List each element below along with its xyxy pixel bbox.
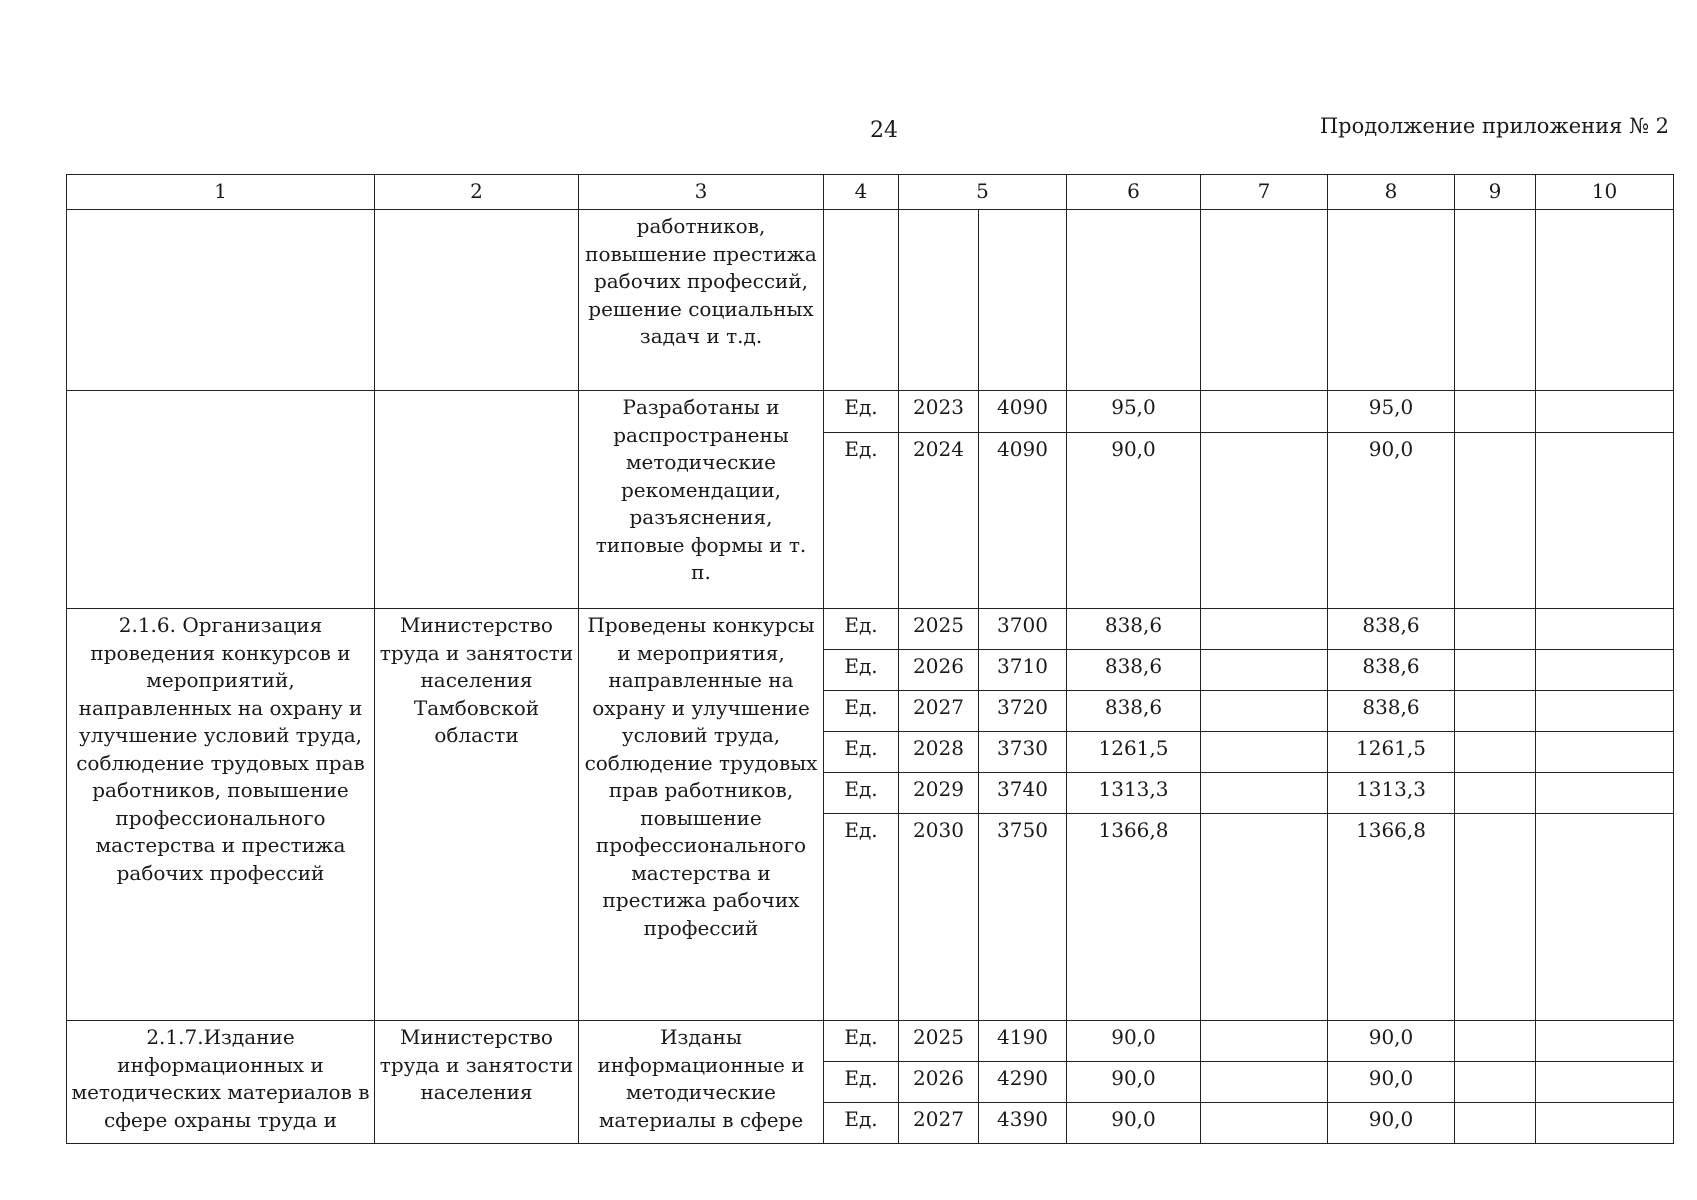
- executor-cell: [375, 210, 579, 391]
- table-row: [67, 391, 1674, 433]
- unit-cell: Ед.: [824, 773, 899, 814]
- unit-cell: Ед.: [824, 1062, 899, 1103]
- col7-cell: [1201, 1103, 1328, 1144]
- total-cell: [1067, 210, 1201, 391]
- table-row: [67, 609, 1674, 650]
- col7-cell: [1201, 210, 1328, 391]
- code-cell: 4090: [979, 391, 1067, 433]
- total-cell: 1313,3: [1067, 773, 1201, 814]
- col7-cell: [1201, 1021, 1328, 1062]
- header-cell: 1: [67, 175, 375, 210]
- total-cell: 838,6: [1067, 691, 1201, 732]
- year-cell: 2028: [899, 732, 979, 773]
- executor-cell: [375, 391, 579, 609]
- total-cell: 90,0: [1067, 1021, 1201, 1062]
- header-cell: 2: [375, 175, 579, 210]
- col9-cell: [1455, 773, 1536, 814]
- col8-cell: 90,0: [1328, 1103, 1455, 1144]
- col10-cell: [1536, 814, 1674, 1021]
- col10-cell: [1536, 1103, 1674, 1144]
- col8-cell: 838,6: [1328, 609, 1455, 650]
- col7-cell: [1201, 1062, 1328, 1103]
- code-cell: 4190: [979, 1021, 1067, 1062]
- total-cell: 1261,5: [1067, 732, 1201, 773]
- year-cell: 2026: [899, 1062, 979, 1103]
- year-cell: 2024: [899, 433, 979, 609]
- col7-cell: [1201, 691, 1328, 732]
- header-cell: 6: [1067, 175, 1201, 210]
- year-cell: 2030: [899, 814, 979, 1021]
- col8-cell: 90,0: [1328, 1062, 1455, 1103]
- unit-cell: Ед.: [824, 433, 899, 609]
- table-row: [67, 210, 1674, 391]
- col8-cell: 1366,8: [1328, 814, 1455, 1021]
- result-cell: Проведены конкурсы и мероприятия, направленные на охрану и улучшение условий труда, соблюдение трудовых прав работников, повышение профессионального мастерства и престижа рабочих профессий: [579, 609, 824, 1021]
- unit-cell: Ед.: [824, 1103, 899, 1144]
- code-cell: 3700: [979, 609, 1067, 650]
- year-cell: [899, 210, 979, 391]
- total-cell: 1366,8: [1067, 814, 1201, 1021]
- unit-cell: Ед.: [824, 650, 899, 691]
- year-cell: 2027: [899, 691, 979, 732]
- col10-cell: [1536, 210, 1674, 391]
- page-number: 24: [870, 118, 898, 143]
- col10-cell: [1536, 773, 1674, 814]
- executor-cell: Министерство труда и занятости населения Тамбовской области: [375, 609, 579, 1021]
- col9-cell: [1455, 814, 1536, 1021]
- col10-cell: [1536, 1021, 1674, 1062]
- year-cell: 2025: [899, 1021, 979, 1062]
- code-cell: 3750: [979, 814, 1067, 1021]
- year-cell: 2025: [899, 609, 979, 650]
- col10-cell: [1536, 691, 1674, 732]
- code-cell: 3740: [979, 773, 1067, 814]
- unit-cell: Ед.: [824, 732, 899, 773]
- unit-cell: [824, 210, 899, 391]
- col9-cell: [1455, 1103, 1536, 1144]
- col9-cell: [1455, 1021, 1536, 1062]
- col7-cell: [1201, 609, 1328, 650]
- header-cell: 4: [824, 175, 899, 210]
- col8-cell: 838,6: [1328, 650, 1455, 691]
- code-cell: [979, 210, 1067, 391]
- col8-cell: 1313,3: [1328, 773, 1455, 814]
- total-cell: 95,0: [1067, 391, 1201, 433]
- col7-cell: [1201, 391, 1328, 433]
- col8-cell: [1328, 210, 1455, 391]
- col9-cell: [1455, 1062, 1536, 1103]
- col7-cell: [1201, 650, 1328, 691]
- unit-cell: Ед.: [824, 391, 899, 433]
- col9-cell: [1455, 732, 1536, 773]
- col10-cell: [1536, 732, 1674, 773]
- total-cell: 838,6: [1067, 650, 1201, 691]
- col8-cell: 838,6: [1328, 691, 1455, 732]
- appendix-continuation-note: Продолжение приложения № 2: [1319, 114, 1669, 138]
- year-cell: 2027: [899, 1103, 979, 1144]
- result-cell: Изданы информационные и методические материалы в сфере: [579, 1021, 824, 1144]
- year-cell: 2023: [899, 391, 979, 433]
- col10-cell: [1536, 609, 1674, 650]
- col8-cell: 90,0: [1328, 1021, 1455, 1062]
- unit-cell: Ед.: [824, 1021, 899, 1062]
- col9-cell: [1455, 210, 1536, 391]
- col10-cell: [1536, 1062, 1674, 1103]
- table-header-row: [67, 175, 1674, 210]
- col8-cell: 90,0: [1328, 433, 1455, 609]
- executor-cell: Министерство труда и занятости населения: [375, 1021, 579, 1144]
- total-cell: 90,0: [1067, 1103, 1201, 1144]
- code-cell: 4390: [979, 1103, 1067, 1144]
- col7-cell: [1201, 732, 1328, 773]
- result-cell: работников, повышение престижа рабочих профессий, решение социальных задач и т.д.: [579, 210, 824, 391]
- col7-cell: [1201, 773, 1328, 814]
- year-cell: 2029: [899, 773, 979, 814]
- unit-cell: Ед.: [824, 609, 899, 650]
- col10-cell: [1536, 650, 1674, 691]
- unit-cell: Ед.: [824, 814, 899, 1021]
- total-cell: 90,0: [1067, 433, 1201, 609]
- header-cell: 9: [1455, 175, 1536, 210]
- header-cell: 8: [1328, 175, 1455, 210]
- code-cell: 4090: [979, 433, 1067, 609]
- col8-cell: 95,0: [1328, 391, 1455, 433]
- measure-cell: [67, 210, 375, 391]
- total-cell: 90,0: [1067, 1062, 1201, 1103]
- unit-cell: Ед.: [824, 691, 899, 732]
- header-cell: 3: [579, 175, 824, 210]
- col10-cell: [1536, 391, 1674, 433]
- col9-cell: [1455, 433, 1536, 609]
- table-row: [67, 1021, 1674, 1062]
- header-cell: 10: [1536, 175, 1674, 210]
- measure-cell: 2.1.6. Организация проведения конкурсов и мероприятий, направленных на охрану и улучшение условий труда, соблюдение трудовых прав работников, повышение профессионального мастерства и престижа рабочих профессий: [67, 609, 375, 1021]
- col9-cell: [1455, 609, 1536, 650]
- appendix-table: [66, 174, 1674, 1144]
- code-cell: 4290: [979, 1062, 1067, 1103]
- header-cell: 5: [899, 175, 1067, 210]
- col9-cell: [1455, 691, 1536, 732]
- code-cell: 3720: [979, 691, 1067, 732]
- year-cell: 2026: [899, 650, 979, 691]
- col9-cell: [1455, 650, 1536, 691]
- measure-cell: 2.1.7.Издание информационных и методических материалов в сфере охраны труда и: [67, 1021, 375, 1144]
- code-cell: 3730: [979, 732, 1067, 773]
- col8-cell: 1261,5: [1328, 732, 1455, 773]
- header-cell: 7: [1201, 175, 1328, 210]
- result-cell: Разработаны и распространены методические рекомендации, разъяснения, типовые формы и т. п.: [579, 391, 824, 609]
- total-cell: 838,6: [1067, 609, 1201, 650]
- code-cell: 3710: [979, 650, 1067, 691]
- col9-cell: [1455, 391, 1536, 433]
- col10-cell: [1536, 433, 1674, 609]
- col7-cell: [1201, 433, 1328, 609]
- col7-cell: [1201, 814, 1328, 1021]
- measure-cell: [67, 391, 375, 609]
